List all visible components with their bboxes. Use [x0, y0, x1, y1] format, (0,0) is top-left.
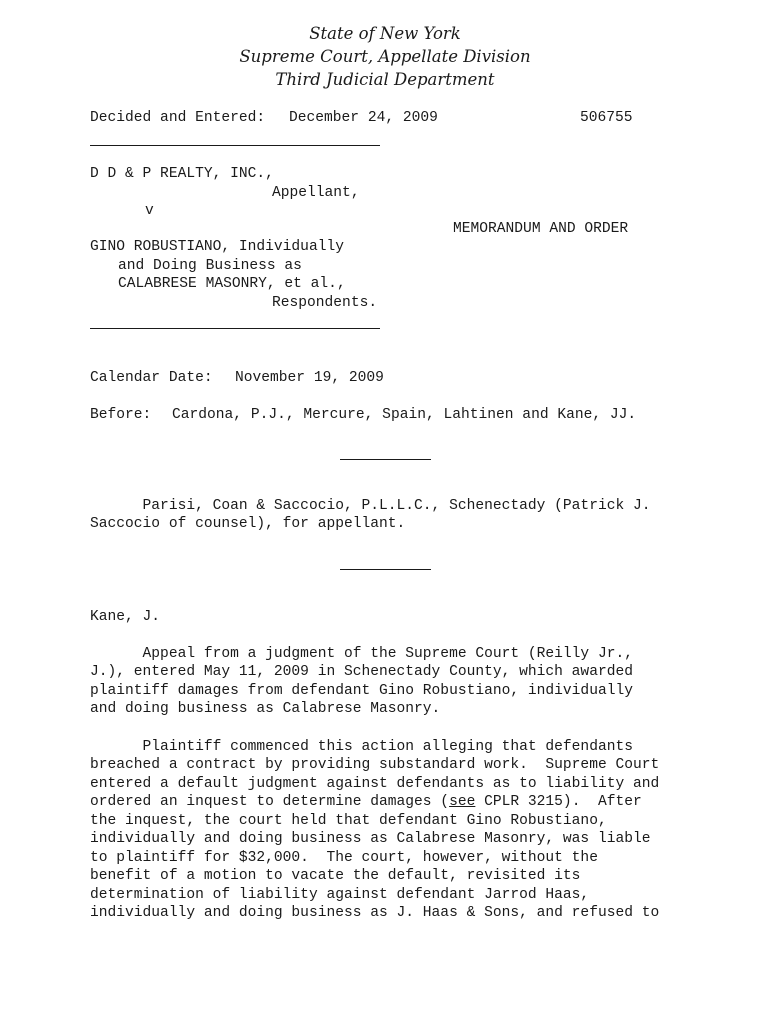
paragraph-line: determination of liability against defendant Jarrod Haas,	[90, 887, 590, 903]
paragraph-line: benefit of a motion to vacate the default, revisited its	[90, 868, 581, 884]
docket-number: 506755	[580, 110, 633, 126]
paragraph-line: individually and doing business as J. Haas & Sons, and refused to	[90, 905, 660, 921]
paragraph-line: Plaintiff commenced this action alleging that defendants	[90, 739, 633, 755]
counsel-line: Parisi, Coan & Saccocio, P.L.L.C., Schenectady (Patrick J.	[90, 498, 651, 514]
caption-top-rule	[90, 145, 380, 146]
decided-date: December 24, 2009	[289, 110, 438, 126]
department-heading: Third Judicial Department	[275, 70, 495, 89]
paragraph-line: entered a default judgment against defendants as to liability and	[90, 776, 660, 792]
caption-bottom-rule	[90, 328, 380, 329]
respondent-name: GINO ROBUSTIANO, Individually	[90, 239, 344, 255]
opinion-author: Kane, J.	[90, 609, 161, 625]
versus: v	[145, 203, 154, 219]
respondent-business: CALABRESE MASONRY, et al.,	[118, 276, 346, 292]
counsel-line: Saccocio of counsel), for appellant.	[90, 516, 406, 532]
court-heading: Supreme Court, Appellate Division	[239, 47, 531, 66]
paragraph-text: ordered an inquest to determine damages (	[90, 794, 450, 810]
appellant-name: D D & P REALTY, INC.,	[90, 166, 274, 182]
paragraph-line: J.), entered May 11, 2009 in Schenectady County, which awarded	[90, 664, 633, 680]
calendar-date: November 19, 2009	[235, 370, 384, 386]
section-divider-1	[340, 459, 431, 460]
panel-label: Before:	[90, 407, 152, 423]
calendar-label: Calendar Date:	[90, 370, 213, 386]
respondent-dba: and Doing Business as	[118, 258, 302, 274]
respondent-role: Respondents.	[272, 295, 378, 311]
paragraph-text: CPLR 3215). After	[475, 794, 642, 810]
paragraph-line: the inquest, the court held that defendant Gino Robustiano,	[90, 813, 607, 829]
paragraph-line	[90, 793, 642, 811]
panel-judges: Cardona, P.J., Mercure, Spain, Lahtinen and Kane, JJ.	[172, 407, 637, 423]
section-divider-2	[340, 569, 431, 570]
paragraph-line: Appeal from a judgment of the Supreme Court (Reilly Jr.,	[90, 646, 633, 662]
appellant-role: Appellant,	[272, 185, 360, 201]
paragraph-line: plaintiff damages from defendant Gino Robustiano, individually	[90, 683, 633, 699]
paragraph-line: individually and doing business as Calabrese Masonry, was liable	[90, 831, 651, 847]
paragraph-line: to plaintiff for $32,000. The court, however, without the	[90, 850, 598, 866]
order-type: MEMORANDUM AND ORDER	[453, 221, 629, 237]
state-heading: State of New York	[309, 24, 461, 43]
see-signal: see	[449, 794, 476, 810]
paragraph-line: and doing business as Calabrese Masonry.	[90, 701, 441, 717]
decided-label: Decided and Entered:	[90, 110, 266, 126]
paragraph-line: breached a contract by providing substandard work. Supreme Court	[90, 757, 660, 773]
